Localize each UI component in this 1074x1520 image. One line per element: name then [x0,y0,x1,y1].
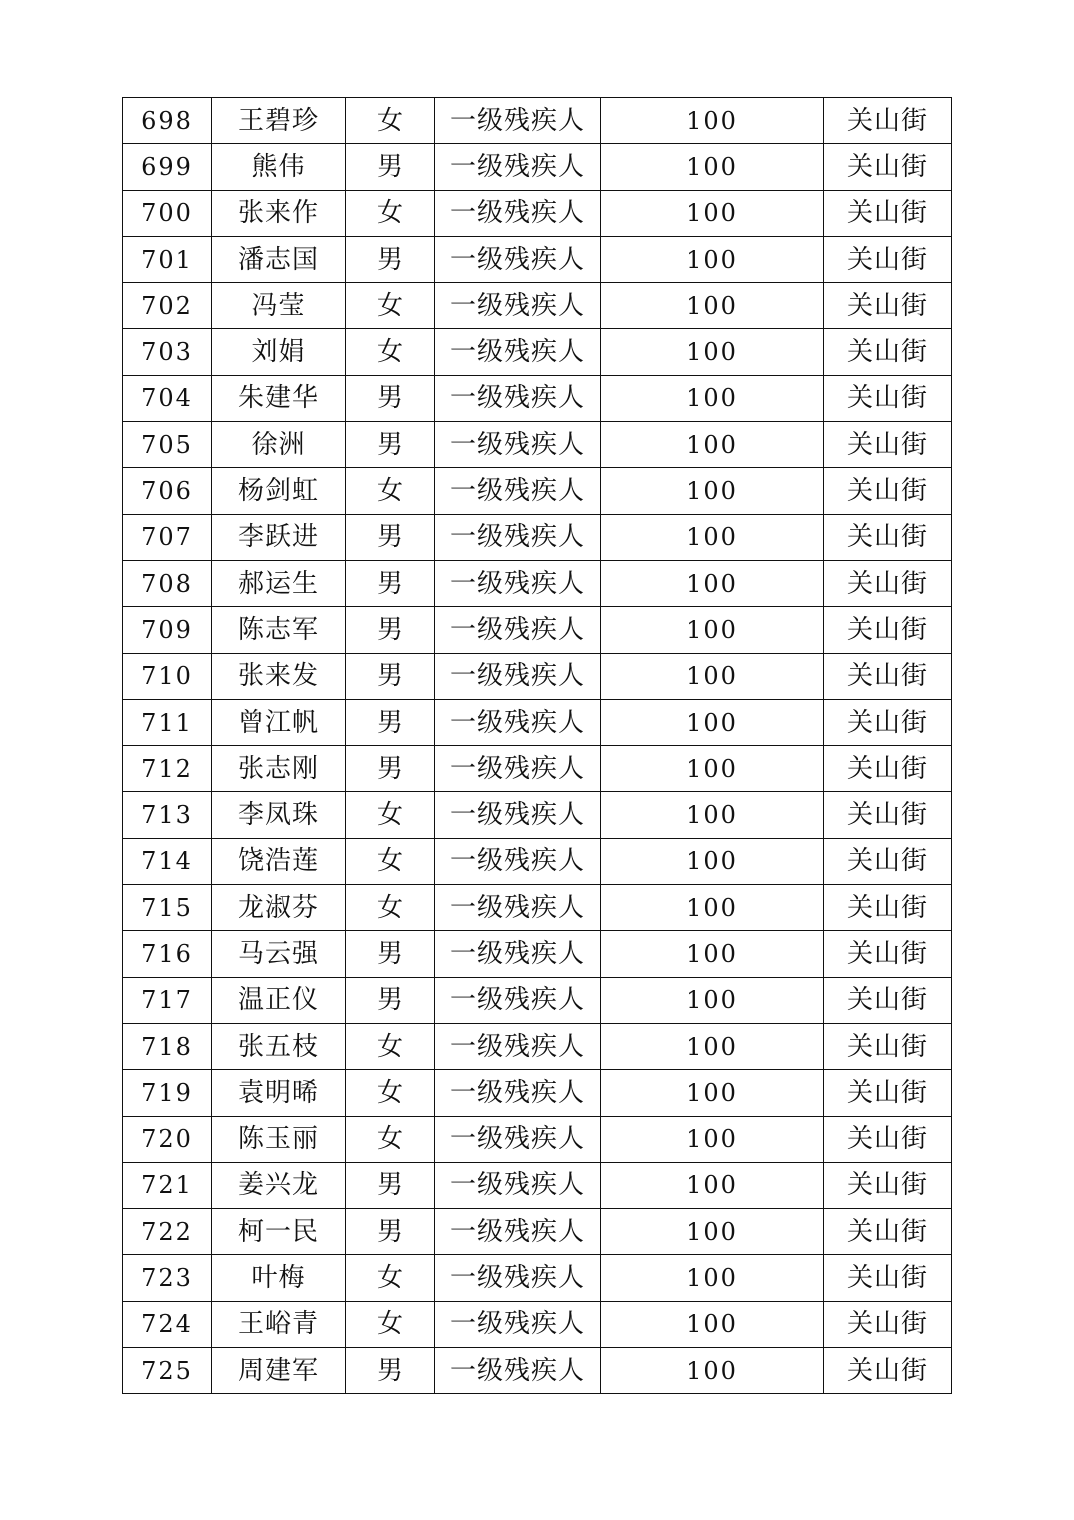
row-number: 709 [123,607,212,653]
amount-cell: 100 [601,514,824,560]
disability-level-cell: 一级残疾人 [435,838,601,884]
amount-cell: 100 [601,1348,824,1394]
gender-cell: 男 [346,653,435,699]
row-number: 701 [123,236,212,282]
person-name: 温正仪 [212,977,346,1023]
person-name: 陈志军 [212,607,346,653]
disability-level-cell: 一级残疾人 [435,329,601,375]
street-cell: 关山街 [824,514,952,560]
disability-level-cell: 一级残疾人 [435,746,601,792]
table-row [123,1023,952,1069]
table-row [123,514,952,560]
person-name: 龙淑芬 [212,885,346,931]
amount-cell: 100 [601,468,824,514]
street-cell: 关山街 [824,468,952,514]
row-number: 724 [123,1301,212,1347]
street-cell: 关山街 [824,1162,952,1208]
person-name: 李跃进 [212,514,346,560]
table-row [123,144,952,190]
disability-level-cell: 一级残疾人 [435,1162,601,1208]
amount-cell: 100 [601,746,824,792]
gender-cell: 男 [346,514,435,560]
table-row [123,329,952,375]
amount-cell: 100 [601,98,824,144]
roster-table-body [123,98,952,1394]
row-number: 717 [123,977,212,1023]
person-name: 潘志国 [212,236,346,282]
row-number: 718 [123,1023,212,1069]
street-cell: 关山街 [824,422,952,468]
gender-cell: 女 [346,283,435,329]
gender-cell: 女 [346,1301,435,1347]
amount-cell: 100 [601,283,824,329]
person-name: 饶浩莲 [212,838,346,884]
amount-cell: 100 [601,1116,824,1162]
disability-level-cell: 一级残疾人 [435,607,601,653]
street-cell: 关山街 [824,746,952,792]
disability-level-cell: 一级残疾人 [435,653,601,699]
gender-cell: 女 [346,1023,435,1069]
person-name: 周建军 [212,1348,346,1394]
gender-cell: 女 [346,329,435,375]
amount-cell: 100 [601,375,824,421]
table-row [123,699,952,745]
amount-cell: 100 [601,1301,824,1347]
amount-cell: 100 [601,607,824,653]
table-row [123,931,952,977]
gender-cell: 男 [346,607,435,653]
amount-cell: 100 [601,190,824,236]
gender-cell: 女 [346,468,435,514]
street-cell: 关山街 [824,329,952,375]
person-name: 袁明晞 [212,1070,346,1116]
amount-cell: 100 [601,653,824,699]
row-number: 706 [123,468,212,514]
gender-cell: 女 [346,1116,435,1162]
table-row [123,560,952,606]
gender-cell: 男 [346,560,435,606]
table-row [123,236,952,282]
gender-cell: 女 [346,885,435,931]
row-number: 722 [123,1209,212,1255]
disability-level-cell: 一级残疾人 [435,468,601,514]
table-row [123,1070,952,1116]
amount-cell: 100 [601,885,824,931]
row-number: 716 [123,931,212,977]
street-cell: 关山街 [824,375,952,421]
person-name: 姜兴龙 [212,1162,346,1208]
disability-level-cell: 一级残疾人 [435,792,601,838]
street-cell: 关山街 [824,98,952,144]
row-number: 721 [123,1162,212,1208]
row-number: 703 [123,329,212,375]
disability-level-cell: 一级残疾人 [435,1348,601,1394]
street-cell: 关山街 [824,1301,952,1347]
amount-cell: 100 [601,560,824,606]
street-cell: 关山街 [824,838,952,884]
street-cell: 关山街 [824,1023,952,1069]
disability-level-cell: 一级残疾人 [435,190,601,236]
row-number: 708 [123,560,212,606]
row-number: 719 [123,1070,212,1116]
table-row [123,653,952,699]
gender-cell: 女 [346,190,435,236]
person-name: 李凤珠 [212,792,346,838]
row-number: 702 [123,283,212,329]
disability-level-cell: 一级残疾人 [435,560,601,606]
table-row [123,375,952,421]
street-cell: 关山街 [824,699,952,745]
table-row [123,607,952,653]
amount-cell: 100 [601,1162,824,1208]
person-name: 朱建华 [212,375,346,421]
street-cell: 关山街 [824,560,952,606]
gender-cell: 女 [346,98,435,144]
disability-level-cell: 一级残疾人 [435,236,601,282]
street-cell: 关山街 [824,1116,952,1162]
gender-cell: 女 [346,1255,435,1301]
street-cell: 关山街 [824,1348,952,1394]
disability-level-cell: 一级残疾人 [435,98,601,144]
disability-level-cell: 一级残疾人 [435,1023,601,1069]
disability-level-cell: 一级残疾人 [435,1070,601,1116]
row-number: 705 [123,422,212,468]
person-name: 王碧珍 [212,98,346,144]
amount-cell: 100 [601,144,824,190]
row-number: 698 [123,98,212,144]
street-cell: 关山街 [824,885,952,931]
amount-cell: 100 [601,422,824,468]
gender-cell: 女 [346,792,435,838]
gender-cell: 男 [346,931,435,977]
row-number: 714 [123,838,212,884]
gender-cell: 男 [346,236,435,282]
amount-cell: 100 [601,792,824,838]
table-row [123,422,952,468]
person-name: 郝运生 [212,560,346,606]
table-row [123,1209,952,1255]
table-row [123,1116,952,1162]
gender-cell: 男 [346,699,435,745]
person-name: 张五枝 [212,1023,346,1069]
person-name: 陈玉丽 [212,1116,346,1162]
row-number: 711 [123,699,212,745]
person-name: 冯莹 [212,283,346,329]
table-row [123,468,952,514]
gender-cell: 男 [346,977,435,1023]
person-name: 王峪青 [212,1301,346,1347]
street-cell: 关山街 [824,283,952,329]
street-cell: 关山街 [824,144,952,190]
table-row [123,885,952,931]
disability-level-cell: 一级残疾人 [435,1209,601,1255]
disability-level-cell: 一级残疾人 [435,1116,601,1162]
disability-level-cell: 一级残疾人 [435,144,601,190]
street-cell: 关山街 [824,653,952,699]
gender-cell: 女 [346,838,435,884]
table-row [123,1162,952,1208]
row-number: 710 [123,653,212,699]
person-name: 杨剑虹 [212,468,346,514]
street-cell: 关山街 [824,1209,952,1255]
table-row [123,838,952,884]
person-name: 叶梅 [212,1255,346,1301]
table-row [123,1301,952,1347]
person-name: 张来发 [212,653,346,699]
person-name: 马云强 [212,931,346,977]
roster-table [122,97,952,1394]
street-cell: 关山街 [824,792,952,838]
street-cell: 关山街 [824,1255,952,1301]
street-cell: 关山街 [824,977,952,1023]
table-row [123,190,952,236]
row-number: 704 [123,375,212,421]
amount-cell: 100 [601,1209,824,1255]
table-row [123,977,952,1023]
disability-level-cell: 一级残疾人 [435,1255,601,1301]
gender-cell: 男 [346,1209,435,1255]
disability-level-cell: 一级残疾人 [435,375,601,421]
person-name: 柯一民 [212,1209,346,1255]
table-row [123,1255,952,1301]
disability-level-cell: 一级残疾人 [435,885,601,931]
person-name: 刘娟 [212,329,346,375]
amount-cell: 100 [601,699,824,745]
disability-level-cell: 一级残疾人 [435,977,601,1023]
table-row [123,283,952,329]
disability-level-cell: 一级残疾人 [435,283,601,329]
disability-level-cell: 一级残疾人 [435,1301,601,1347]
disability-level-cell: 一级残疾人 [435,422,601,468]
row-number: 715 [123,885,212,931]
row-number: 713 [123,792,212,838]
person-name: 张来作 [212,190,346,236]
person-name: 张志刚 [212,746,346,792]
gender-cell: 男 [346,422,435,468]
street-cell: 关山街 [824,1070,952,1116]
row-number: 720 [123,1116,212,1162]
street-cell: 关山街 [824,190,952,236]
amount-cell: 100 [601,1070,824,1116]
row-number: 712 [123,746,212,792]
street-cell: 关山街 [824,236,952,282]
gender-cell: 男 [346,144,435,190]
disability-level-cell: 一级残疾人 [435,699,601,745]
person-name: 徐洲 [212,422,346,468]
table-row [123,746,952,792]
disability-level-cell: 一级残疾人 [435,514,601,560]
amount-cell: 100 [601,977,824,1023]
gender-cell: 男 [346,375,435,421]
person-name: 曾江帆 [212,699,346,745]
amount-cell: 100 [601,1255,824,1301]
amount-cell: 100 [601,236,824,282]
row-number: 700 [123,190,212,236]
row-number: 725 [123,1348,212,1394]
table-row [123,98,952,144]
gender-cell: 女 [346,1070,435,1116]
amount-cell: 100 [601,931,824,977]
amount-cell: 100 [601,329,824,375]
gender-cell: 男 [346,746,435,792]
disability-level-cell: 一级残疾人 [435,931,601,977]
row-number: 699 [123,144,212,190]
table-row [123,1348,952,1394]
row-number: 707 [123,514,212,560]
amount-cell: 100 [601,838,824,884]
gender-cell: 男 [346,1348,435,1394]
amount-cell: 100 [601,1023,824,1069]
gender-cell: 男 [346,1162,435,1208]
street-cell: 关山街 [824,607,952,653]
person-name: 熊伟 [212,144,346,190]
row-number: 723 [123,1255,212,1301]
table-row [123,792,952,838]
street-cell: 关山街 [824,931,952,977]
